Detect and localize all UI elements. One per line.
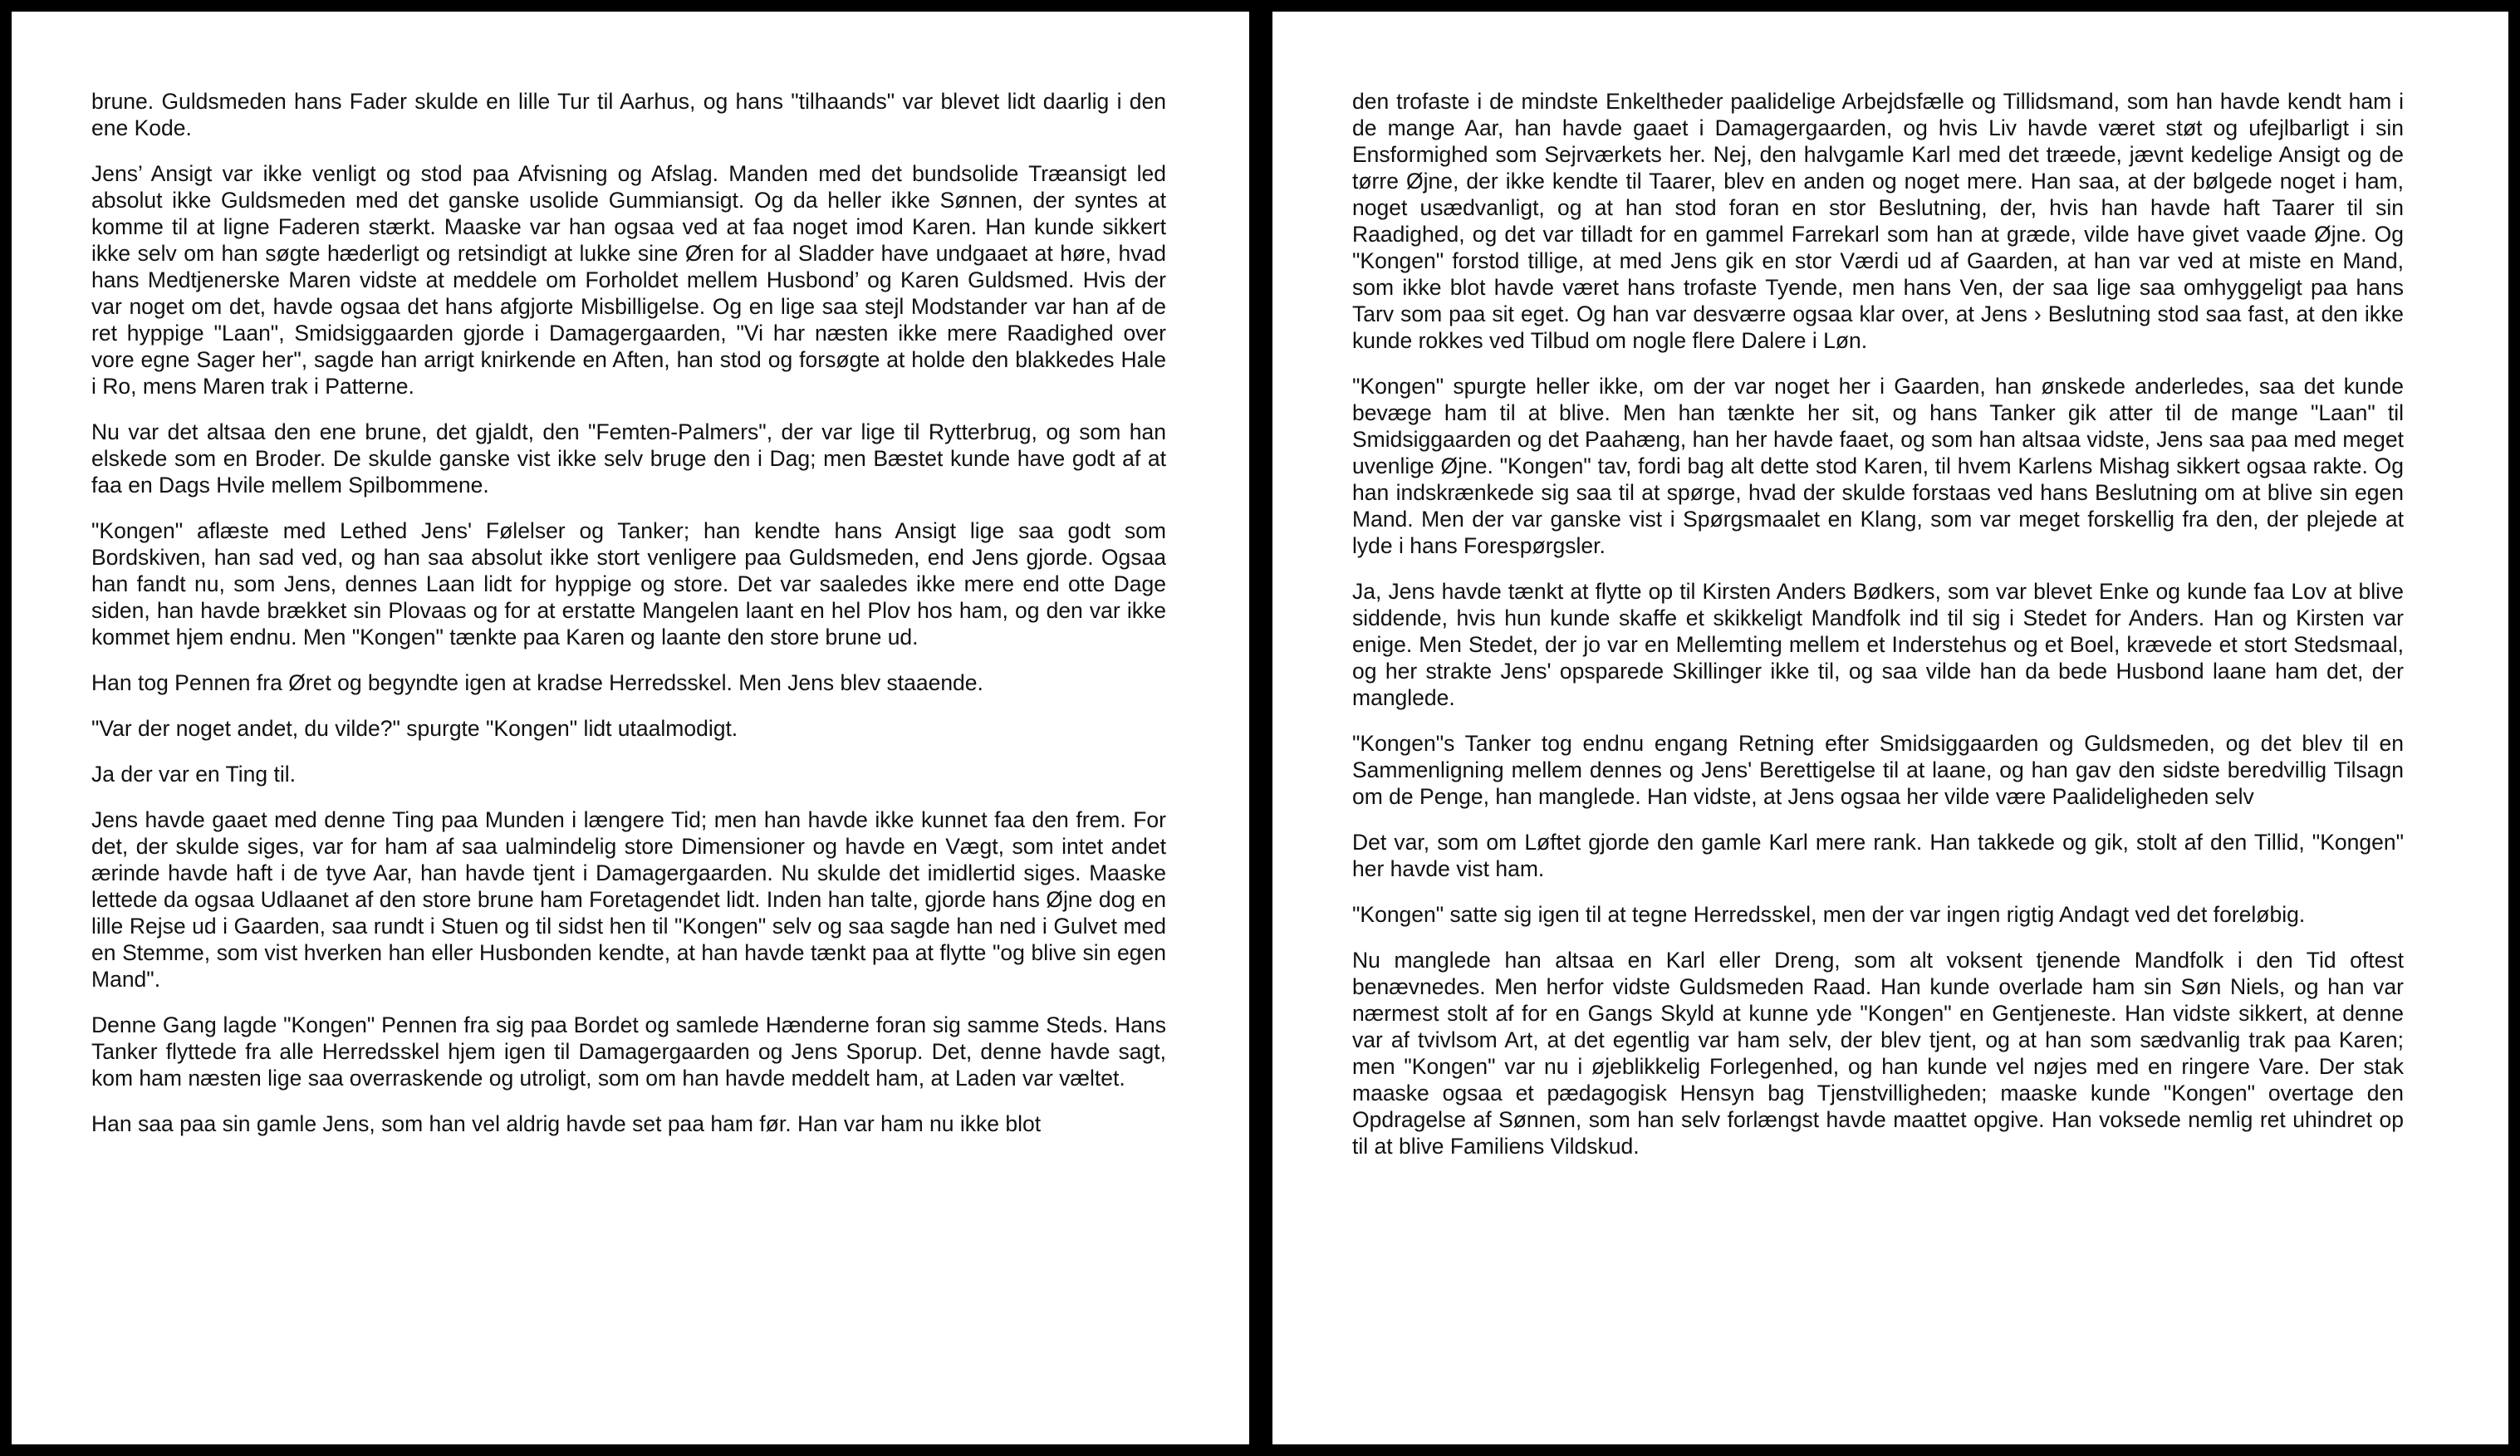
left-paragraph-8: Jens havde gaaet med denne Ting paa Munden i længere Tid; men han havde ikke kunnet faa den frem. For det, der skulde siges, var for ham af saa ualmindelig store Dimensioner og havde en Vægt, som intet andet ærinde havde haft i de tyve Aar, han havde tjent i Damagergaarden. Nu skulde det imidlertid siges. Maaske lettede da ogsaa Udlaanet af den store brune ham Foretagendet lidt. Inden han talte, gjorde hans Øjne dog en lille Rejse ud i Gaarden, saa rundt i Stuen og til sidst hen til "Kongen" selv og saa sagde han ned i Gulvet med en Stemme, som vist hverken han eller Husbonden kendte, at han havde tænkt paa at flytte "og blive sin egen Mand". <box>91 807 1166 992</box>
right-paragraph-6: "Kongen" satte sig igen til at tegne Herredsskel, men der var ingen rigtig Andagt ved det foreløbig. <box>1352 902 2306 927</box>
left-paragraph-4: "Kongen" aflæste med Lethed Jens' Følelser og Tanker; han kendte hans Ansigt lige saa godt som Bordskiven, han sad ved, og han saa absolut ikke stort venligere paa Guldsmeden, end Jens gjorde. Ogsaa han fandt nu, som Jens, dennes Laan lidt for hyppige og store. Det var saaledes ikke mere end otte Dage siden, han havde brækket sin Plovaas og for at erstatte Mangelen laant en hel Plov hos ham, og den var ikke kommet hjem endnu. Men "Kongen" tænkte paa Karen og laante den store brune ud. <box>91 518 1166 650</box>
right-paragraph-2: "Kongen" spurgte heller ikke, om der var noget her i Gaarden, han ønskede anderledes, saa det kunde bevæge ham til at blive. Men han tænkte her sit, og hans Tanker gik atter til de mange "Laan" til Smidsiggaarden og det Paahæng, han her havde faaet, og som han altsaa vidste, Jens saa paa med meget uvenlige Øjne. "Kongen" tav, fordi bag alt dette stod Karen, til hvem Karlens Mishag sikkert ogsaa rakte. Og han indskrænkede sig saa til at spørge, hvad der skulde forstaas ved hans Beslutning om at blive sin egen Mand. Men der var ganske vist i Spørgsmaalet en Klang, som var meget forskellig fra den, der plejede at lyde i hans Forespørgsler. <box>1352 374 2404 558</box>
left-paragraph-9: Denne Gang lagde "Kongen" Pennen fra sig paa Bordet og samlede Hænderne foran sig samme Steds. Hans Tanker flyttede fra alle Herredsskel hjem igen til Damagergaarden og Jens Sporup. Det, denne havde sagt, kom ham næsten lige saa overraskende og utroligt, som om han havde meddelt ham, at Laden var væltet. <box>91 1012 1166 1091</box>
left-paragraph-5: Han tog Pennen fra Øret og begyndte igen at kradse Herredsskel. Men Jens blev staaende. <box>91 670 983 695</box>
right-paragraph-3: Ja, Jens havde tænkt at flytte op til Kirsten Anders Bødkers, som var blevet Enke og kunde faa Lov at blive siddende, hvis hun kunde skaffe et skikkeligt Mandfolk ind til sig i Stedet for Anders. Han og Kirsten var enige. Men Stedet, der jo var en Mellemting mellem et Inderstehus og et Boel, krævede et stort Stedsmaal, og her strakte Jens' opsparede Skillinger ikke til, og saa vilde han da bede Husbond laane ham det, der manglede. <box>1352 579 2404 710</box>
left-paragraph-2: Jens’ Ansigt var ikke venligt og stod paa Afvisning og Afslag. Manden med det bundsolide Træansigt led absolut ikke Guldsmeden med det ganske usolide Gummiansigt. Og da heller ikke Sønnen, der syntes at komme til at ligne Faderen stærkt. Maaske var han ogsaa ved at faa noget imod Karen. Han kunde sikkert ikke selv om han søgte hæderligt og retsindigt at lukke sine Øren for al Sladder have undgaaet at høre, hvad hans Medtjenerske Maren vidste at meddele om Forholdet mellem Husbond’ og Karen Guldsmed. Hvis der var noget om det, havde ogsaa det hans afgjorte Misbilligelse. Og en lige saa stejl Modstander var han af de ret hyppige "Laan", Smidsiggaarden gjorde i Damagergaarden, "Vi har næsten ikke mere Raadighed over vore egne Sager her", sagde han arrigt knirkende en Aften, han stod og forsøgte at holde den blakkedes Hale i Ro, mens Maren trak i Patterne. <box>91 161 1166 399</box>
right-paragraph-5: Det var, som om Løftet gjorde den gamle Karl mere rank. Han takkede og gik, stolt af den Tillid, "Kongen" her havde vist ham. <box>1352 830 2404 881</box>
left-page <box>12 12 1249 1444</box>
right-page <box>1272 12 2508 1444</box>
left-paragraph-6: "Var der noget andet, du vilde?" spurgte "Kongen" lidt utaalmodigt. <box>91 716 738 741</box>
left-paragraph-10: Han saa paa sin gamle Jens, som han vel aldrig havde set paa ham før. Han var ham nu ikke blot <box>91 1111 1042 1136</box>
left-paragraph-3: Nu var det altsaa den ene brune, det gjaldt, den "Femten-Palmers", der var lige til Rytterbrug, og som han elskede som en Broder. De skulde ganske vist ikke selv bruge den i Dag; men Bæstet kunde have godt af at faa en Dags Hvile mellem Spilbommene. <box>91 419 1166 498</box>
left-paragraph-7: Ja der var en Ting til. <box>91 762 296 787</box>
right-paragraph-1: den trofaste i de mindste Enkeltheder paalidelige Arbejdsfælle og Tillidsmand, som han havde kendt ham i de mange Aar, han havde gaaet i Damagergaarden, og hvis Liv havde været støt og ufejlbarligt i sin Ensformighed som Sejrværkets her. Nej, den halvgamle Karl med det træede, jævnt kedelige Ansigt og de tørre Øjne, der ikke kendte til Taarer, blev en anden og noget mere. Han saa, at der bølgede noget i ham, noget usædvanligt, og at han stod foran en stor Beslutning, der, hvis han havde haft Taarer til sin Raadighed, og det var tilladt for en gammel Farrekarl som han at græde, vilde have givet vaade Øjne. Og "Kongen" forstod tillige, at med Jens gik en stor Værdi ud af Gaarden, at han var ved at miste en Mand, som ikke blot havde været hans trofaste Tyende, men hans Ven, der saa lige saa omhyggeligt paa hans Tarv som paa sit eget. Og han var desværre ogsaa klar over, at Jens › Beslutning stod saa fast, at den ikke kunde rokkes ved Tilbud om nogle flere Dalere i Løn. <box>1352 89 2404 353</box>
left-paragraph-1: brune. Guldsmeden hans Fader skulde en lille Tur til Aarhus, og hans "tilhaands" var blevet lidt daarlig i den ene Kode. <box>91 89 1166 140</box>
right-paragraph-4: "Kongen"s Tanker tog endnu engang Retning efter Smidsiggaarden og Guldsmeden, og det blev til en Sammenligning mellem dennes og Jens' Berettigelse til at laane, og han gav den sidste beredvillig Tilsagn om de Penge, han manglede. Han vidste, at Jens ogsaa her vilde være Paalideligheden selv <box>1352 731 2404 809</box>
right-paragraph-7: Nu manglede han altsaa en Karl eller Dreng, som alt voksent tjenende Mandfolk i den Tid oftest benævnedes. Men herfor vidste Guldsmeden Raad. Han kunde overlade ham sin Søn Niels, og han var nærmest stolt af for en Gangs Skyld at kunne yde "Kongen" en Gentjeneste. Han vidste sikkert, at denne var af tvivlsom Art, at det egentlig var ham selv, der blev tjent, og at han som sædvanlig trak paa Karen; men "Kongen" var nu i øjeblikkelig Forlegenhed, og han kunde vel nøjes med en ringere Vare. Der stak maaske ogsaa et pædagogisk Hensyn bag Tjenstvilligheden; maaske kunde "Kongen" overtage den Opdragelse af Sønnen, som han selv forlængst havde maattet opgive. Han voksede nemlig ret uhindret op til at blive Familiens Vildskud. <box>1352 948 2404 1159</box>
